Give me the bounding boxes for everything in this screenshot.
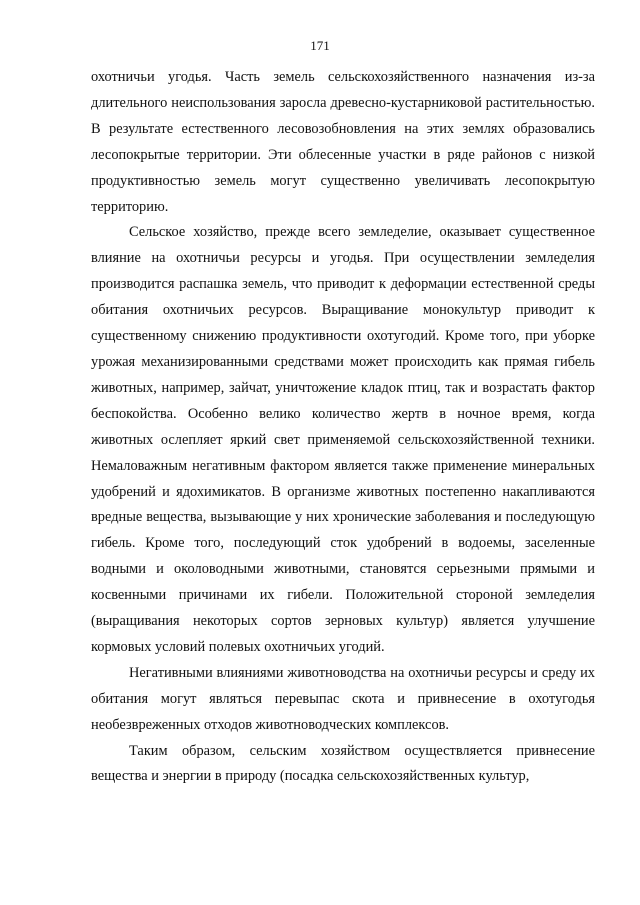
paragraph-continuation: охотничьи угодья. Часть земель сельскохозяйственного назначения из-за длительного неиспользования заросла древесно-кустарниковой растительностью. В результате естественного лесовозобновления на этих землях образовались лесопокрытые территории. Эти облесенные участки в ряде районов с низкой продуктивностью земель могут существенно увеличивать лесопокрытую территорию. bbox=[91, 69, 595, 215]
body-text bbox=[91, 65, 595, 790]
paragraph-agriculture-impact: Сельское хозяйство, прежде всего земледелие, оказывает существенное влияние на охотничьи ресурсы и угодья. При осуществлении земледелия производится распашка земель, что приводит к деформации естественной среды обитания охотничьих ресурсов. Выращивание монокультур приводит к существенному снижению продуктивности охотугодий. Кроме того, при уборке урожая механизированными средствами может происходить как прямая гибель животных, например, зайчат, уничтожение кладок птиц, так и возрастать фактор беспокойства. Особенно велико количество жертв в ночное время, когда животных ослепляет яркий свет применяемой сельскохозяйственной техники. Немаловажным негативным фактором является также применение минеральных удобрений и ядохимикатов. В организме животных постепенно накапливаются вредные вещества, вызывающие у них хронические заболевания и последующую гибель. Кроме того, последующий сток удобрений в водоемы, заселенные водными и околоводными животными, становятся серьезными прямыми и косвенными причинами их гибели. Положительной стороной земледелия (выращивания некоторых сортов зерновых культур) является улучшение кормовых условий полевых охотничьих угодий. bbox=[91, 224, 595, 655]
page-number: 171 bbox=[310, 38, 330, 53]
paragraph-conclusion: Таким образом, сельским хозяйством осуществляется привнесение вещества и энергии в природу (посадка сельскохозяйственных культур, bbox=[91, 742, 595, 785]
paragraph-livestock-impact: Негативными влияниями животноводства на охотничьи ресурсы и среду их обитания могут являться перевыпас скота и привнесение в охотугодья необезвреженных отходов животноводческих комплексов. bbox=[91, 664, 595, 733]
